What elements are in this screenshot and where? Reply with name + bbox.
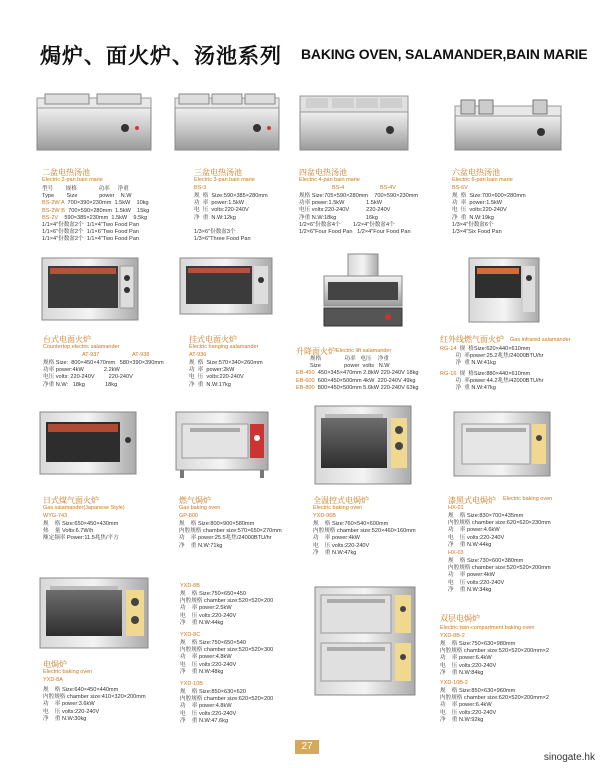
- eoven3-model: YXD-8A: [43, 677, 63, 683]
- gsal-model: WYG-743: [43, 513, 68, 519]
- eoven2-title-cn: 漆黑式电焗炉: [448, 496, 496, 505]
- model-code: BS-2V: [42, 214, 59, 221]
- model-code: EB-450: [296, 370, 315, 377]
- page-title-cn: 焗炉、面火炉、汤池系列: [40, 44, 282, 68]
- bm4-title-en: Electric 4-pan bain marie: [299, 177, 360, 183]
- model-code: EB-800: [296, 384, 315, 391]
- sal4-title-cn: 红外线燃气面火炉: [440, 335, 504, 344]
- page-number: 27: [295, 740, 319, 754]
- model-code: BS-2W A: [42, 200, 65, 207]
- sal3-spec: 规格 功率 电压 净重 Size power volts N.W EB-450 450×345×470mm 2.8kW 220-240V 18kg EB-600 600×450×500mm 4kW 220-240V 49kg EB-800 800×450×500mm 5.6kW 220-240V 63kg: [296, 356, 419, 391]
- eoven5-model-a: YXD-8B-2: [440, 633, 465, 639]
- hanging-salamander-image: [178, 256, 274, 320]
- eoven2-model-a: HX-01: [448, 505, 464, 511]
- model-code: BS-2W B: [42, 207, 66, 214]
- sal4-spec-2: RG-16 规 格Size:880×440×610mm 功 率power:44.2兆焦/42000BTU/hr 净 重 N.W:47kg: [440, 371, 544, 392]
- sal2-title-cn: 挂式电面火炉: [189, 335, 237, 344]
- bm6-title-cn: 六盆电热汤池: [452, 168, 500, 177]
- sal3-title-cn: 升降面火炉: [296, 347, 336, 356]
- eoven1-model: YXD-96B: [313, 513, 336, 519]
- gsal-title-cn: 日式煤气面火炉: [43, 496, 99, 505]
- bain-marie-2-image: [35, 92, 153, 154]
- eoven3-spec: 规 格 Size:640×450×440mm 内腔规格 chamber size:410×320×200mm 功 率 power:3.6kW 电 压 volts:220-240V 净 重 N.W:30kg: [43, 687, 146, 722]
- eoven2-title-en: Electric baking oven: [503, 496, 553, 502]
- bain-marie-6-image: [453, 98, 563, 154]
- model-code: RG-14: [440, 346, 457, 352]
- eoven4-model-b: YXD-8C: [180, 632, 201, 638]
- bm3-title-cn: 三盆电热汤池: [194, 168, 242, 177]
- eoven3-title-cn: 电焗炉: [43, 660, 67, 669]
- eoven4-model-c: YXD-10B: [180, 681, 203, 687]
- bm4-title-cn: 四盆电热汤池: [299, 168, 347, 177]
- sal1-model-b: AT-938: [132, 352, 150, 358]
- model-code: RG-16: [440, 371, 457, 377]
- bm4-spec: 规格 Size:705×590×280mm 700×590×230mm 功率 power:1.5kW 1.5kW 电压 volts:220-240V 220-240V 净重 N.W:18kg 16kg 1/2×6"份数盆4个 1/2×4"份数盆4个 1/2×6"Four Food Pan 1/2×4"Four Food Pan: [299, 193, 419, 236]
- bain-marie-3-image: [173, 92, 281, 154]
- eoven4-model-a: YXD-8B: [180, 583, 200, 589]
- gsal-spec: 规 格 Size:650×450×430mm 热 量 Volts:6.7W/h 额定频率 Power:11.5兆焦/平方: [43, 521, 119, 542]
- eoven4-spec-c: 规 格 Size:850×630×620 内腔规格 chamber size:620×520×200 功 率 power:4.8kW 电 压 volts:220-240V 净 重 N.W:47.6kg: [180, 689, 274, 724]
- eoven1-title-cn: 全温控式电焗炉: [313, 496, 369, 505]
- sal1-title-cn: 台式电面火炉: [43, 335, 91, 344]
- bm4-model-b: BS-4V: [380, 185, 396, 191]
- eoven2-spec-1: 规 格 Size:830×700×435mm 内腔规格 chamber size:620×620×230mm 功 率 power:4.6kW 电 压 volts:220-240V 净 重 N.W:44kg: [448, 513, 551, 548]
- goven-title-cn: 燃气焗炉: [179, 496, 211, 505]
- bm3-title-en: Electric 3-pan bain marie: [194, 177, 255, 183]
- eoven3-title-en: Electric baking oven: [43, 669, 93, 675]
- sal4-spec-1: RG-14 规 格Size:620×440×610mm 功 率power:25.2兆焦/24000BTU/hr 净 重 N.W:41kg: [440, 346, 544, 367]
- gsal-title-en: Gas salamander(Japanese Style): [43, 505, 125, 511]
- gas-salamander-image: [38, 410, 138, 480]
- eoven2-model-b: HX-03: [448, 550, 464, 556]
- sal2-spec: 规 格 Size:570×340×260mm 功 率 power:2kW 电 压 volts:220-240V 净 重 N.W:17kg: [189, 360, 263, 388]
- bm6-model: BS-6V: [452, 185, 468, 191]
- eoven4-spec-a: 规 格 Size:750×650×450 内腔规格 chamber size:520×520×200 功 率 power:2.5kW 电 压 volts:220-240V 净 重 N.W:44kg: [180, 591, 274, 626]
- sal1-spec: 规格 Size: 800×450×470mm 580×390×390mm 功率 power:4kW 2.2kW 电压 volts: 220-240V 220-240V 净重 N.W: 18kg 18kg: [43, 360, 164, 388]
- eoven5-spec-b: 规 格 Size:850×630×960mm 内腔规格 chamber size:620×520×200mm×2 功 率 power:6.4kW 电 压 volts:220-240V 净 重 N.W:92kg: [440, 688, 549, 723]
- lift-salamander-image: [318, 252, 408, 332]
- bm2-title-cn: 二盆电热汤池: [42, 168, 90, 177]
- eoven5-title-cn: 双层电焗炉: [440, 614, 480, 623]
- model-code: EB-600: [296, 377, 315, 384]
- page-title-en: BAKING OVEN, SALAMANDER,BAIN MARIE: [301, 46, 588, 62]
- bm6-title-en: Electric 6-pan bain marie: [452, 177, 513, 183]
- bm6-spec: 规 格 Size:700×600×280mm 功 率 power:1.5kW 电 压 volts:220-240V 净 重 N.W:19kg 1/3×4"份数盆6个 1/3×4"Six Food Pan: [452, 193, 526, 236]
- eoven2-spec-2: 规 格 Size:730×600×380mm 内腔规格 chamber size:520×520×200mm 功 率 power:4kW 电 压 volts:220-240V 净 重 N.W:34kg: [448, 558, 551, 593]
- eoven1-spec: 规 格 Size:760×540×600mm 内腔规格 chamber size:520×460×160mm 功 率 power:4kW 电 压 volts:220-240V 净 重 N.W:47kg: [313, 521, 416, 556]
- bm2-spec: 型号 规格 功率 净重 Type Size power N.W BS-2W A 700×390×230mm 1.5kW 10kg BS-2W B 700×590×280mm 1.5kW 15kg BS-2V 590×385×230mm 1.5kW 9.5kg 1/1×4"份数盆2个 1/1×4"Two Food Pan 1/1×6"份数盆2个 1/1×6"Two Food Pan 1/1×4"份数盆2个 1/1×4"Two Food Pan: [42, 186, 150, 243]
- bm3-model: BS-3: [194, 185, 207, 191]
- sal2-title-en: Electric hanging salamander: [189, 344, 259, 350]
- gas-baking-oven-image: [172, 410, 272, 480]
- bm3-spec: 规 格 Size:590×385×280mm 功 率 power:1.5kW 电 压 volts:220-240V 净 重 N.W:12kg 1/3×6"份数盆3个 1/3×6"Three Food Pan: [194, 193, 268, 243]
- sal2-model: AT-936: [189, 352, 207, 358]
- sal1-model-a: AT-937: [82, 352, 100, 358]
- eoven4-spec-b: 规 格 Size:750×650×540 内腔规格 chamber size:520×520×300 功 率 power:4.8kW 电 压 volts:220-240V 净 重 N.W:48kg: [180, 640, 274, 675]
- eoven1-title-en: Electric baking oven: [313, 505, 363, 511]
- goven-title-en: Gas baking oven: [179, 505, 221, 511]
- eoven5-model-b: YXD-10B-2: [440, 680, 468, 686]
- twin-baking-oven-image: [313, 585, 417, 701]
- thermostat-baking-oven-image: [313, 404, 413, 490]
- electric-baking-oven-image: [38, 576, 150, 654]
- sal4-title-en: Gas infrared salamander: [510, 337, 571, 343]
- bm2-title-en: Electric 2-pan bain marie: [42, 177, 103, 183]
- sal3-title-en: Electric lift salamander: [336, 348, 392, 354]
- bm4-model-a: BS-4: [332, 185, 345, 191]
- bain-marie-4-image: [298, 92, 410, 154]
- goven-model: GP-800: [179, 513, 198, 519]
- eoven5-spec-a: 规 格 Size:750×630×980mm 内腔规格 chamber size:520×520×200mm×2 功 率 power:6.4kW 电 压 volts:220-240V 净 重 N.W:84kg: [440, 641, 549, 676]
- goven-spec: 规 格 Size:800×900×580mm 内腔规格 chamber size:570×650×270mm 功 率 power:25.5兆焦/24000BTU/hr 净 重 N.W:71kg: [179, 521, 282, 549]
- gas-infrared-salamander-image: [467, 256, 541, 326]
- countertop-salamander-image: [40, 256, 140, 326]
- sal1-title-en: Countertop electric salamander: [43, 344, 120, 350]
- watermark: sinogate.hk: [543, 752, 595, 763]
- lacquer-baking-oven-image: [452, 410, 552, 482]
- eoven5-title-en: Electric twin-compartment baking oven: [440, 625, 535, 631]
